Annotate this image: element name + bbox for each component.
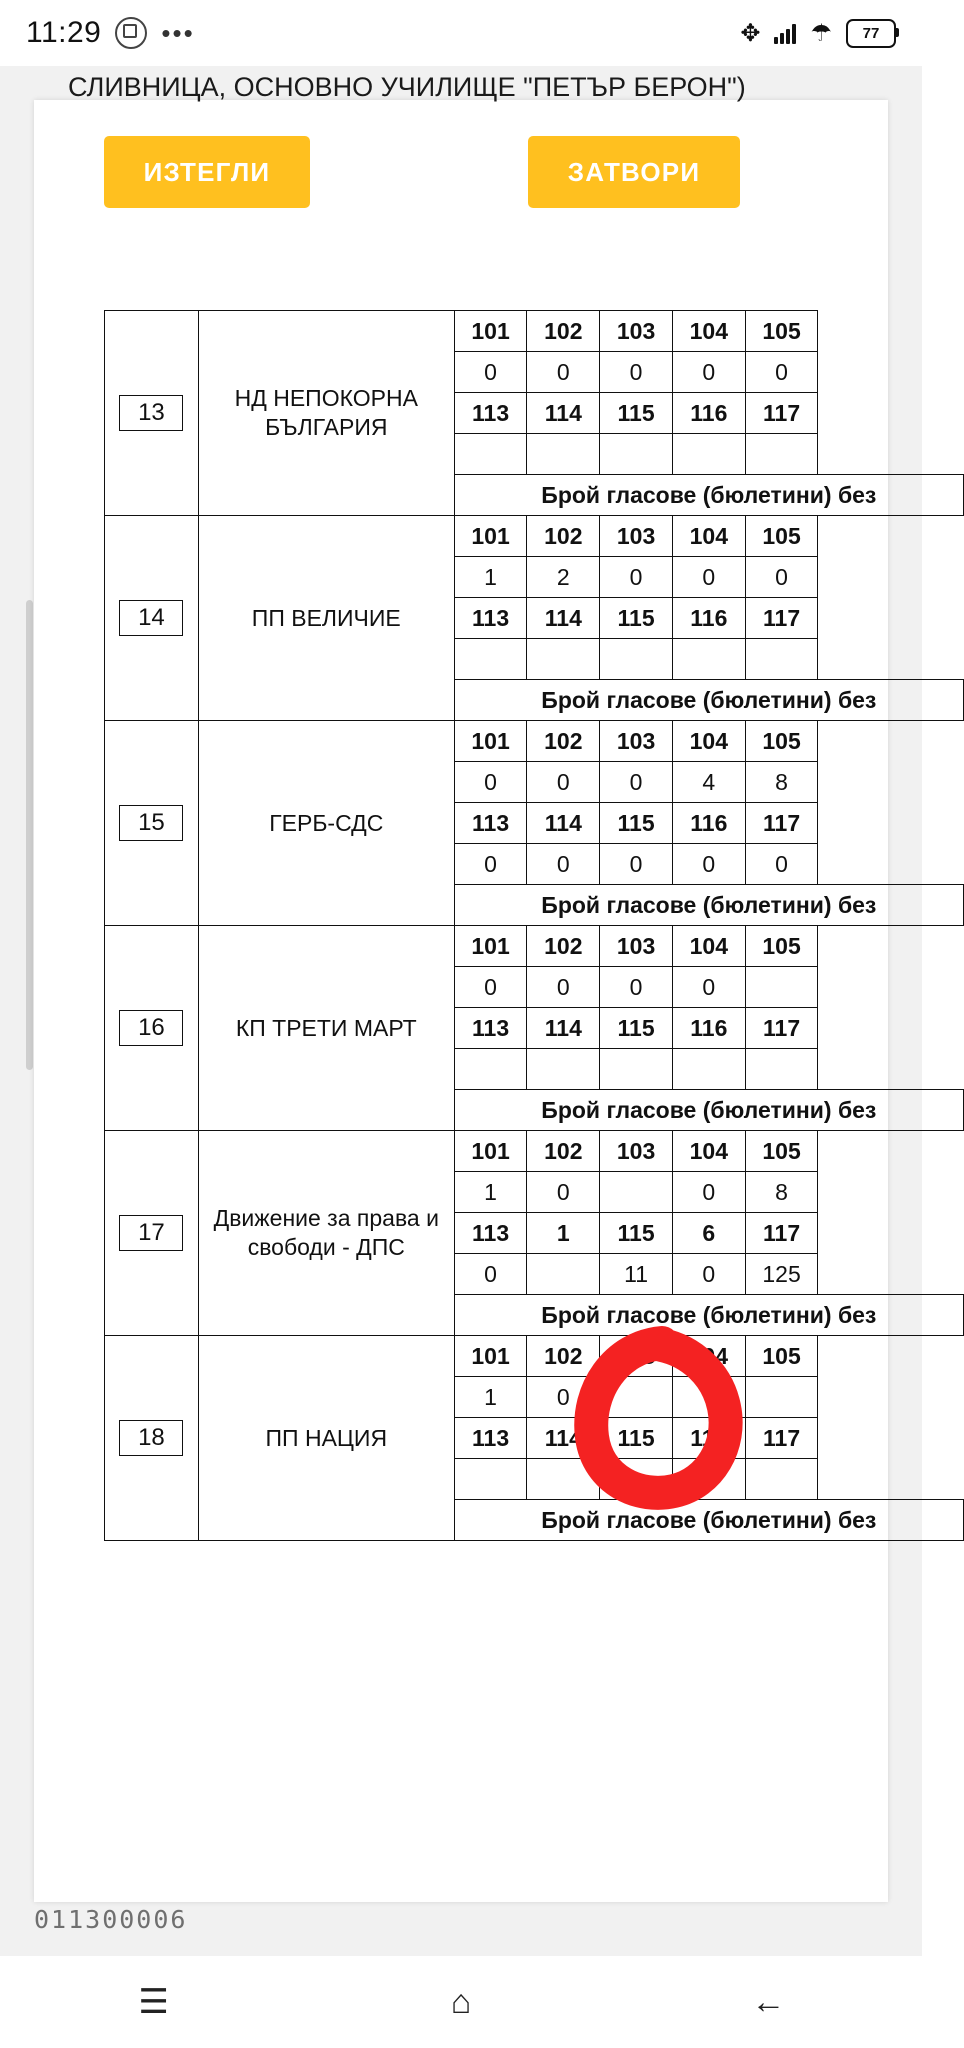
section-code: 104: [672, 311, 745, 352]
section-code: 101: [454, 516, 527, 557]
section-code: 116: [672, 803, 745, 844]
download-button[interactable]: ИЗТЕГЛИ: [104, 136, 310, 208]
section-code: 113: [454, 1008, 527, 1049]
section-code: 101: [454, 1336, 527, 1377]
vote-value: [600, 434, 673, 475]
protocol-table-container[interactable]: [104, 270, 894, 1780]
row-number-13: 13: [105, 311, 199, 516]
section-code: 103: [600, 926, 673, 967]
section-code: 102: [527, 1131, 600, 1172]
vote-value: [600, 1172, 673, 1213]
vote-value: 0: [600, 762, 673, 803]
vote-value: [672, 434, 745, 475]
party-name-13: НД НЕПОКОРНА БЪЛГАРИЯ: [198, 311, 454, 516]
section-code: 115: [600, 1418, 673, 1459]
section-code: 1: [527, 1213, 600, 1254]
document-toolbar: [34, 136, 888, 226]
section-code: 103: [600, 1336, 673, 1377]
vote-value: 1: [454, 1377, 527, 1418]
section-code: 116: [672, 1008, 745, 1049]
section-code: 117: [745, 803, 818, 844]
row-number-18: 18: [105, 1336, 199, 1541]
vote-value: [745, 1459, 818, 1500]
section-code: 6: [672, 1213, 745, 1254]
vote-value: [672, 1377, 745, 1418]
vote-value: [745, 1049, 818, 1090]
protocol-table-body: [105, 270, 964, 1541]
vote-value: [600, 1377, 673, 1418]
vote-value: [600, 1049, 673, 1090]
section-code: 117: [745, 1008, 818, 1049]
document-id-label: 011300006: [34, 1905, 188, 1934]
table-row: [105, 311, 964, 352]
totals-label: Брой гласове (бюлетини) без: [454, 1295, 963, 1336]
section-code: 102: [527, 721, 600, 762]
battery-icon: [846, 19, 896, 48]
section-code: 113: [454, 1418, 527, 1459]
vote-value: [527, 1459, 600, 1500]
section-code: 103: [600, 516, 673, 557]
section-code: 105: [745, 1336, 818, 1377]
vote-value: [454, 639, 527, 680]
vote-value: [672, 1459, 745, 1500]
vote-value: 8: [745, 1172, 818, 1213]
section-code: 115: [600, 393, 673, 434]
section-code: 105: [745, 516, 818, 557]
section-code: 114: [527, 1418, 600, 1459]
section-code: 116: [672, 393, 745, 434]
section-code: 115: [600, 803, 673, 844]
protocol-table: [104, 270, 964, 1541]
section-code: 102: [527, 1336, 600, 1377]
section-code: 104: [672, 516, 745, 557]
section-code: 104: [672, 926, 745, 967]
totals-label: Брой гласове (бюлетини) без: [454, 1500, 963, 1541]
vote-value: 0: [454, 1254, 527, 1295]
section-code: 113: [454, 1213, 527, 1254]
vote-value: 0: [527, 967, 600, 1008]
section-code: 103: [600, 1131, 673, 1172]
home-icon[interactable]: ⌂: [450, 1982, 472, 2021]
section-code: 101: [454, 1131, 527, 1172]
row-number-16: 16: [105, 926, 199, 1131]
section-code: 115: [600, 1213, 673, 1254]
row-number-17: 17: [105, 1131, 199, 1336]
table-row: [105, 926, 964, 967]
vote-value: [527, 639, 600, 680]
vote-value: [454, 434, 527, 475]
table-row: [105, 516, 964, 557]
section-code: 104: [672, 1131, 745, 1172]
cellular-signal-icon: [774, 22, 796, 44]
section-code: 116: [672, 598, 745, 639]
section-code: 115: [600, 1008, 673, 1049]
section-code: 113: [454, 803, 527, 844]
section-code: 105: [745, 926, 818, 967]
vote-value: [527, 1254, 600, 1295]
vote-value: 0: [672, 1254, 745, 1295]
row-number-15: 15: [105, 721, 199, 926]
close-button[interactable]: ЗАТВОРИ: [528, 136, 740, 208]
party-name-15: ГЕРБ-СДС: [198, 721, 454, 926]
document-header-title: СЛИВНИЦА, ОСНОВНО УЧИЛИЩЕ "ПЕТЪР БЕРОН"): [68, 72, 746, 102]
viber-icon: [115, 17, 147, 49]
vote-value: 0: [454, 352, 527, 393]
party-name-14: ПП ВЕЛИЧИЕ: [198, 516, 454, 721]
vote-value: 8: [745, 762, 818, 803]
section-code: 113: [454, 598, 527, 639]
section-code: 114: [527, 598, 600, 639]
table-row: [105, 1336, 964, 1377]
section-code: 101: [454, 721, 527, 762]
vote-value: 0: [672, 557, 745, 598]
vote-value: [745, 1377, 818, 1418]
section-code: 102: [527, 516, 600, 557]
vote-value: [454, 1459, 527, 1500]
status-bar-left: [26, 16, 195, 50]
section-code: 104: [672, 721, 745, 762]
section-code: 103: [600, 721, 673, 762]
vote-value: 11: [600, 1254, 673, 1295]
party-name-17: Движение за права и свободи - ДПС: [198, 1131, 454, 1336]
vote-value: 0: [672, 967, 745, 1008]
vote-value: 1: [454, 557, 527, 598]
vote-value: [527, 1049, 600, 1090]
recents-icon[interactable]: ☰: [138, 1983, 169, 2021]
status-bar-right: [740, 19, 896, 48]
section-code: 116: [672, 1418, 745, 1459]
more-notifications-icon: •••: [161, 18, 195, 48]
vote-value: 0: [600, 967, 673, 1008]
vote-value: [600, 1459, 673, 1500]
section-code: 105: [745, 721, 818, 762]
vote-value: 0: [454, 967, 527, 1008]
vote-value: 0: [527, 762, 600, 803]
vote-value: 0: [527, 844, 600, 885]
back-icon[interactable]: ←: [751, 1982, 786, 2021]
section-code: 104: [672, 1336, 745, 1377]
vote-value: 0: [454, 762, 527, 803]
battery-level-label: 77: [862, 24, 880, 42]
vote-value: 0: [527, 352, 600, 393]
totals-label: Брой гласове (бюлетини) без: [454, 680, 963, 721]
section-code: 114: [527, 803, 600, 844]
vote-value: 0: [600, 352, 673, 393]
document-sheet: [34, 72, 888, 1902]
section-code: 115: [600, 598, 673, 639]
vote-value: 0: [527, 1377, 600, 1418]
vote-value: [745, 639, 818, 680]
section-code: 103: [600, 311, 673, 352]
vote-value: 0: [454, 844, 527, 885]
section-code: 113: [454, 393, 527, 434]
bluetooth-icon: ✥: [740, 19, 761, 47]
vote-value: [527, 434, 600, 475]
page-scrollbar[interactable]: [26, 600, 33, 1070]
clock-label: 11:29: [26, 16, 102, 49]
totals-label: Брой гласове (бюлетини) без: [454, 885, 963, 926]
vote-value: 0: [745, 844, 818, 885]
vote-value: [600, 639, 673, 680]
vote-value: 0: [672, 844, 745, 885]
wifi-icon: ☂: [810, 19, 832, 47]
vote-value: 0: [672, 352, 745, 393]
table-row: [105, 1131, 964, 1172]
section-code: 105: [745, 311, 818, 352]
table-row: [105, 721, 964, 762]
vote-value: [672, 1049, 745, 1090]
section-code: 117: [745, 393, 818, 434]
section-code: 105: [745, 1131, 818, 1172]
row-number-14: 14: [105, 516, 199, 721]
totals-label: Брой гласове (бюлетини) без: [454, 1090, 963, 1131]
vote-value: 2: [527, 557, 600, 598]
vote-value: [745, 434, 818, 475]
party-name-18: ПП НАЦИЯ: [198, 1336, 454, 1541]
party-name-16: КП ТРЕТИ МАРТ: [198, 926, 454, 1131]
status-bar: [0, 0, 922, 66]
vote-value: 0: [672, 1172, 745, 1213]
section-code: 101: [454, 311, 527, 352]
vote-value: [672, 639, 745, 680]
totals-label: Брой гласове (бюлетини) без: [454, 475, 963, 516]
section-code: 114: [527, 393, 600, 434]
vote-value: 0: [745, 557, 818, 598]
vote-value: 125: [745, 1254, 818, 1295]
vote-value: 0: [527, 1172, 600, 1213]
section-code: 101: [454, 926, 527, 967]
vote-value: [745, 967, 818, 1008]
section-code: 102: [527, 311, 600, 352]
vote-value: 0: [745, 352, 818, 393]
vote-value: 0: [600, 844, 673, 885]
vote-value: 4: [672, 762, 745, 803]
section-code: 117: [745, 1213, 818, 1254]
table-row-partial: [105, 270, 964, 311]
section-code: 117: [745, 1418, 818, 1459]
section-code: 117: [745, 598, 818, 639]
vote-value: 1: [454, 1172, 527, 1213]
system-navigation-bar: [0, 1956, 922, 2048]
vote-value: 0: [600, 557, 673, 598]
vote-value: [454, 1049, 527, 1090]
section-code: 102: [527, 926, 600, 967]
section-code: 114: [527, 1008, 600, 1049]
